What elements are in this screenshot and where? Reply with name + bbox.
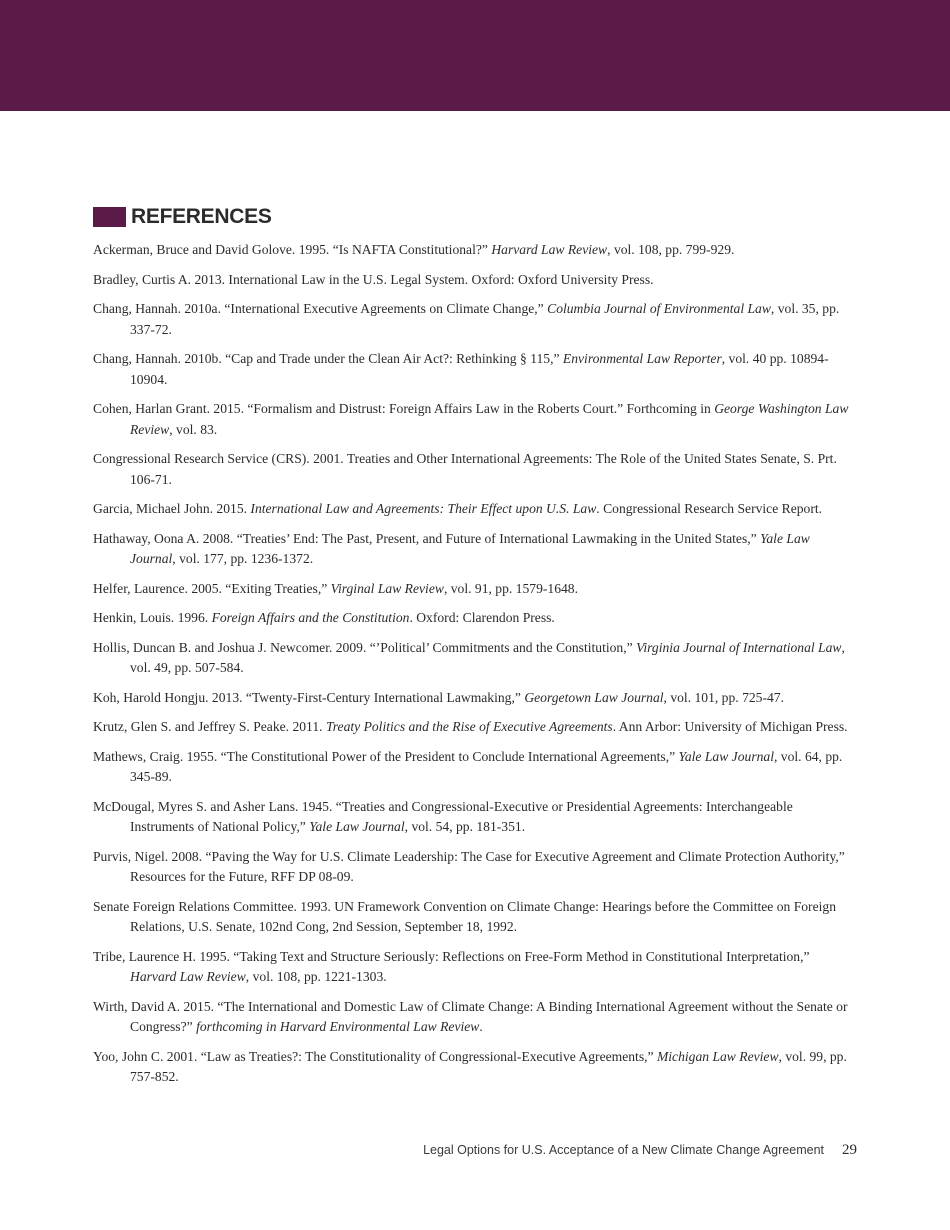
reference-italic-text: Yale Law Journal xyxy=(678,748,774,764)
reference-text: Mathews, Craig. 1955. “The Constitutional Power of the President to Conclude International Agreements,” xyxy=(93,748,679,764)
reference-italic-text: Environmental Law Reporter xyxy=(562,351,722,366)
reference-entry xyxy=(93,499,858,520)
reference-entry xyxy=(93,717,858,738)
reference-text: , vol. 35, pp. 337-72. xyxy=(130,301,840,337)
reference-italic-text: Yale Law Journal xyxy=(309,819,405,834)
reference-entry xyxy=(93,947,858,988)
reference-entry xyxy=(93,1047,858,1088)
reference-entry xyxy=(93,688,858,709)
reference-text: Chang, Hannah. 2010b. “Cap and Trade under the Clean Air Act?: Rethinking § 115,” xyxy=(93,351,563,366)
reference-entry xyxy=(93,997,858,1038)
reference-text: Cohen, Harlan Grant. 2015. “Formalism and Distrust: Foreign Affairs Law in the Roberts Court.” Forthcoming in xyxy=(93,401,715,416)
reference-italic-text: Georgetown Law Journal xyxy=(524,689,664,705)
reference-entry xyxy=(93,399,858,440)
reference-entry xyxy=(93,299,858,340)
reference-text: , vol. 54, pp. 181-351. xyxy=(404,819,526,834)
reference-italic-text: Treaty Politics and the Rise of Executive Agreements xyxy=(325,719,613,734)
reference-italic-text: International Law and Agreements: Their Effect upon U.S. Law xyxy=(250,501,597,516)
reference-text: , vol. 49, pp. 507-584. xyxy=(130,639,845,675)
reference-italic-text: Harvard Law Review xyxy=(491,242,608,257)
reference-text: Yoo, John C. 2001. “Law as Treaties?: The Constitutionality of Congressional-Executive Agreements,” xyxy=(93,1048,657,1064)
references-heading xyxy=(93,205,272,229)
reference-italic-text: Columbia Journal of Environmental Law xyxy=(547,301,771,316)
reference-text: . xyxy=(479,1019,483,1034)
reference-text: , vol. 91, pp. 1579-1648. xyxy=(443,580,578,596)
reference-entry xyxy=(93,449,858,490)
reference-text: Purvis, Nigel. 2008. “Paving the Way for U.S. Climate Leadership: The Case for Executive Agreement and Climate Protection Authority,” Resources for the Future, RFF DP 08-09. xyxy=(93,848,845,884)
reference-text: Ackerman, Bruce and David Golove. 1995. “Is NAFTA Constitutional?” xyxy=(93,242,492,257)
reference-text: Hollis, Duncan B. and Joshua J. Newcomer. 2009. “’Political’ Commitments and the Constitution,” xyxy=(93,639,637,655)
reference-text: . Congressional Research Service Report. xyxy=(596,501,823,516)
reference-text: Wirth, David A. 2015. “The International and Domestic Law of Climate Change: A Binding International Agreement without the Senate or Congress?” xyxy=(93,998,848,1034)
reference-text: Chang, Hannah. 2010a. “International Executive Agreements on Climate Change,” xyxy=(93,301,548,316)
reference-entry xyxy=(93,349,858,390)
reference-entry xyxy=(93,270,858,291)
reference-text: , vol. 40 pp. 10894-10904. xyxy=(130,351,829,387)
reference-entry xyxy=(93,529,858,570)
reference-entry xyxy=(93,747,858,788)
reference-text: , vol. 64, pp. 345-89. xyxy=(130,748,843,784)
reference-text: , vol. 108, pp. 1221-1303. xyxy=(245,969,387,984)
reference-text: , vol. 99, pp. 757-852. xyxy=(130,1048,847,1084)
reference-entry xyxy=(93,240,858,261)
footer-title: Legal Options for U.S. Acceptance of a New Climate Change Agreement xyxy=(423,1143,824,1157)
reference-text: . Ann Arbor: University of Michigan Press. xyxy=(612,719,848,734)
reference-text: Henkin, Louis. 1996. xyxy=(93,610,212,625)
reference-text: , vol. 177, pp. 1236-1372. xyxy=(172,551,314,566)
reference-entry xyxy=(93,897,858,938)
reference-text: , vol. 108, pp. 799-929. xyxy=(607,242,735,257)
reference-text: , vol. 101, pp. 725-47. xyxy=(663,689,784,705)
heading-text: REFERENCES xyxy=(131,205,272,228)
reference-entry xyxy=(93,608,858,629)
reference-list xyxy=(93,240,858,1097)
reference-text: Krutz, Glen S. and Jeffrey S. Peake. 2011. xyxy=(93,719,326,734)
reference-italic-text: Yale Law Journal xyxy=(130,530,810,566)
reference-text: Tribe, Laurence H. 1995. “Taking Text and Structure Seriously: Reflections on Free-Form Method in Constitutional Interpretation,” xyxy=(93,948,810,964)
reference-italic-text: George Washington Law Review xyxy=(130,401,849,437)
reference-italic-text: Foreign Affairs and the Constitution xyxy=(211,610,410,625)
reference-entry xyxy=(93,797,858,838)
reference-text: . Oxford: Clarendon Press. xyxy=(409,610,555,625)
reference-italic-text: Virginia Journal of International Law xyxy=(636,639,842,655)
reference-italic-text: Michigan Law Review xyxy=(656,1048,779,1064)
header-color-band xyxy=(0,0,950,111)
reference-text: Senate Foreign Relations Committee. 1993. UN Framework Convention on Climate Change: Hearings before the Committee on Foreign Relations, U.S. Senate, 102nd Cong, 2nd Session, September 18, 1992. xyxy=(93,898,836,934)
reference-text: Helfer, Laurence. 2005. “Exiting Treaties,” xyxy=(93,580,331,596)
page-footer xyxy=(423,1142,857,1159)
reference-text: McDougal, Myres S. and Asher Lans. 1945. “Treaties and Congressional-Executive or Presidential Agreements: Interchangeable Instruments of National Policy,” xyxy=(93,798,793,834)
reference-text: Bradley, Curtis A. 2013. International Law in the U.S. Legal System. Oxford: Oxford University Press. xyxy=(93,271,654,287)
reference-entry xyxy=(93,638,858,679)
reference-entry xyxy=(93,847,858,888)
page-number: 29 xyxy=(842,1142,857,1158)
reference-text: , vol. 83. xyxy=(169,421,218,437)
reference-italic-text: Virginal Law Review xyxy=(330,580,444,596)
reference-italic-text: forthcoming in Harvard Environmental Law Review xyxy=(196,1019,480,1034)
reference-entry xyxy=(93,579,858,600)
heading-marker-block xyxy=(93,207,126,227)
reference-text: Koh, Harold Hongju. 2013. “Twenty-First-Century International Lawmaking,” xyxy=(93,689,525,705)
reference-text: Garcia, Michael John. 2015. xyxy=(93,501,251,516)
reference-italic-text: Harvard Law Review xyxy=(130,969,246,984)
reference-text: Congressional Research Service (CRS). 2001. Treaties and Other International Agreements: The Role of the United States Senate, S. Prt. 106-71. xyxy=(93,451,837,487)
reference-text: Hathaway, Oona A. 2008. “Treaties’ End: The Past, Present, and Future of International Lawmaking in the United States,” xyxy=(93,530,761,546)
